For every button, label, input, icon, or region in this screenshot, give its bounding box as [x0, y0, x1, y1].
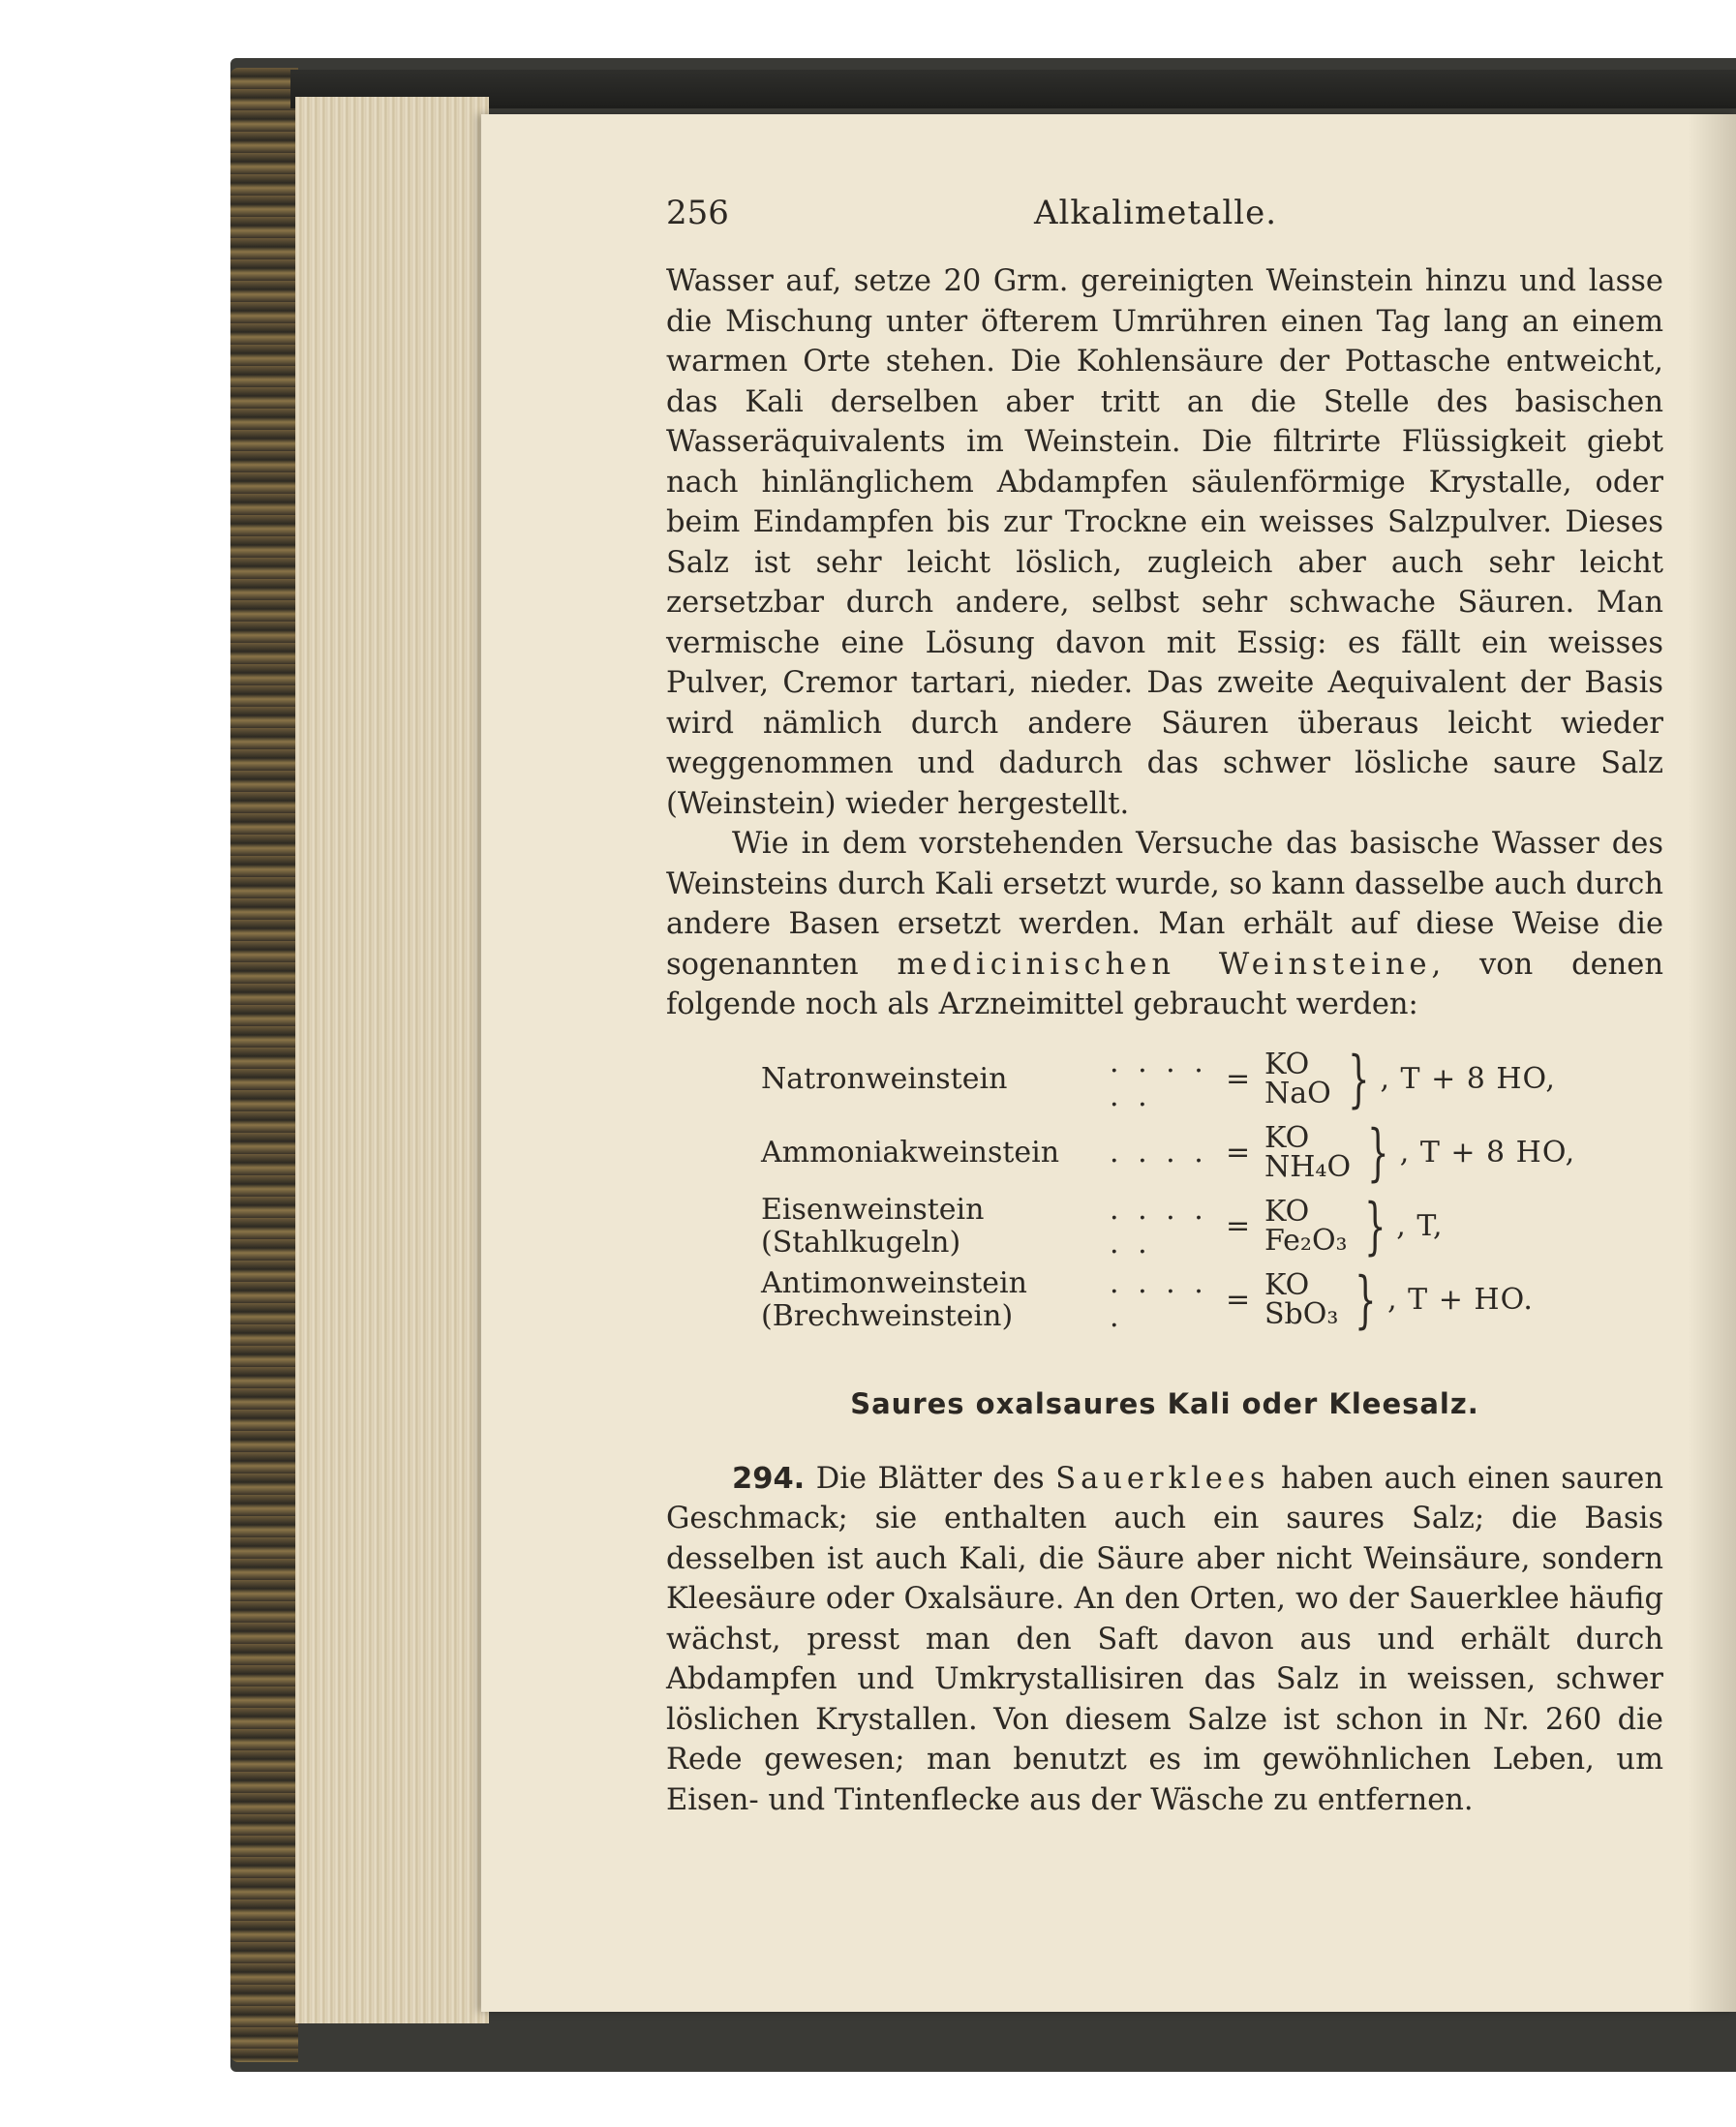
formula-bottom: Fe₂O₃	[1264, 1223, 1348, 1258]
formula-tail: , T,	[1396, 1209, 1444, 1243]
formula-equals: =	[1226, 1136, 1251, 1170]
formula-name-line1: Antimonweinstein	[761, 1265, 1027, 1300]
formula-bottom: NaO	[1264, 1076, 1331, 1110]
formula-name	[761, 1137, 1110, 1170]
formula-row	[761, 1116, 1663, 1190]
formula-tail: , T + 8 HO,	[1380, 1062, 1556, 1096]
section-number: 294.	[732, 1461, 806, 1496]
formula-stack	[1264, 1194, 1348, 1258]
formula-dots: . . . . . .	[1110, 1045, 1208, 1113]
formula-bottom: NH₄O	[1264, 1149, 1352, 1184]
paragraph-3-text-b: haben auch einen sauren Geschmack; sie enthalten auch ein saures Salz; die Basis desselben ist auch Kali, die Säure aber nicht Weinsäure, sondern Kleesäure oder Oxalsäure. An den Orten, wo der Sauerklee häufig wächst, presst man den Saft davon aus und erhält durch Abdampfen und Umkrystallisiren das Salz in weissen, schwer löslichen Krystallen. Von diesem Salze ist schon in Nr. 260 die Rede gewesen; man benutzt es im gewöhnlichen Leben, um Eisen- und Tintenflecke aus der Wäsche zu entfernen.	[666, 1461, 1663, 1817]
paragraph-2-emphasis: medicinischen Weinsteine	[897, 947, 1432, 982]
formula-name-line1: Ammoniakweinstein	[761, 1135, 1060, 1170]
brace-icon: }	[1347, 1043, 1370, 1115]
formula-top: KO	[1264, 1120, 1310, 1155]
cover-top-edge	[290, 70, 1736, 108]
formula-bottom: SbO₃	[1264, 1296, 1339, 1331]
formula-name-line2: (Brechweinstein)	[761, 1298, 1014, 1333]
page-number: 256	[666, 194, 729, 232]
paragraph-2-text-b: , von denen folgende noch als Arzneimittel gebraucht werden:	[666, 947, 1663, 1021]
formula-name	[761, 1267, 1110, 1333]
formula-equals: =	[1226, 1209, 1251, 1243]
page-edges	[295, 97, 489, 2023]
paragraph-2-text-a: Wie in dem vorstehenden Versuche das basische Wasser des Weinsteins durch Kali ersetzt wurde, so kann dasselbe auch durch andere Basen ersetzt werden. Man erhält auf diese Weise die sogenannten	[666, 827, 1663, 982]
book-spine	[230, 68, 298, 2062]
page-content	[666, 194, 1663, 1820]
brace-icon: }	[1367, 1116, 1389, 1189]
formula-name-line1: Natronweinstein	[761, 1061, 1008, 1096]
formula-tail: , T + 8 HO,	[1399, 1136, 1576, 1170]
paragraph-2	[666, 824, 1663, 1025]
formula-dots: . . . . . .	[1110, 1192, 1208, 1261]
formula-stack	[1264, 1120, 1352, 1184]
running-title: Alkalimetalle.	[1034, 194, 1278, 232]
formula-tail: , T + HO.	[1387, 1283, 1534, 1317]
formula-stack	[1264, 1047, 1331, 1110]
formula-list	[761, 1043, 1663, 1337]
page-gutter-shadow	[1688, 114, 1736, 2012]
running-header	[666, 194, 1663, 252]
formula-name	[761, 1063, 1110, 1096]
formula-dots: . . . .	[1110, 1136, 1208, 1170]
formula-top: KO	[1264, 1194, 1310, 1229]
formula-equals: =	[1226, 1283, 1251, 1317]
paragraph-3	[666, 1459, 1663, 1821]
formula-name-line1: Eisenweinstein	[761, 1192, 985, 1227]
section-title: Saures oxalsaures Kali oder Kleesalz.	[850, 1386, 1479, 1420]
formula-stack	[1264, 1267, 1339, 1331]
formula-equals: =	[1226, 1062, 1251, 1096]
formula-name-line2: (Stahlkugeln)	[761, 1225, 961, 1260]
formula-row	[761, 1190, 1663, 1263]
paragraph-1: Wasser auf, setze 20 Grm. gereinigten Weinstein hinzu und lasse die Mischung unter öfterem Umrühren einen Tag lang an einem warmen Orte stehen. Die Kohlensäure der Pottasche entweicht, das Kali derselben aber tritt an die Stelle des basischen Wasseräquivalents im Weinstein. Die filtrirte Flüssigkeit giebt nach hinlänglichem Abdampfen säulenförmige Krystalle, oder beim Eindampfen bis zur Trockne ein weisses Salzpulver. Dieses Salz ist sehr leicht löslich, zugleich aber auch sehr leicht zersetzbar durch andere, selbst sehr schwache Säuren. Man vermische eine Lösung davon mit Essig: es fällt ein weisses Pulver, Cremor tartari, nieder. Das zweite Aequivalent der Basis wird nämlich durch andere Säuren überaus leicht wieder weggenommen und dadurch das schwer lösliche saure Salz (Weinstein) wieder hergestellt.	[666, 264, 1663, 821]
paragraph-3-emphasis: Sauerklees	[1055, 1461, 1270, 1496]
brace-icon: }	[1363, 1190, 1386, 1262]
formula-name	[761, 1194, 1110, 1260]
formula-row	[761, 1043, 1663, 1116]
formula-top: KO	[1264, 1267, 1310, 1302]
formula-row	[761, 1263, 1663, 1337]
formula-top: KO	[1264, 1047, 1310, 1081]
formula-dots: . . . . .	[1110, 1265, 1208, 1334]
paragraph-3-text-a: Die Blätter des	[805, 1461, 1056, 1496]
brace-icon: }	[1355, 1263, 1377, 1336]
